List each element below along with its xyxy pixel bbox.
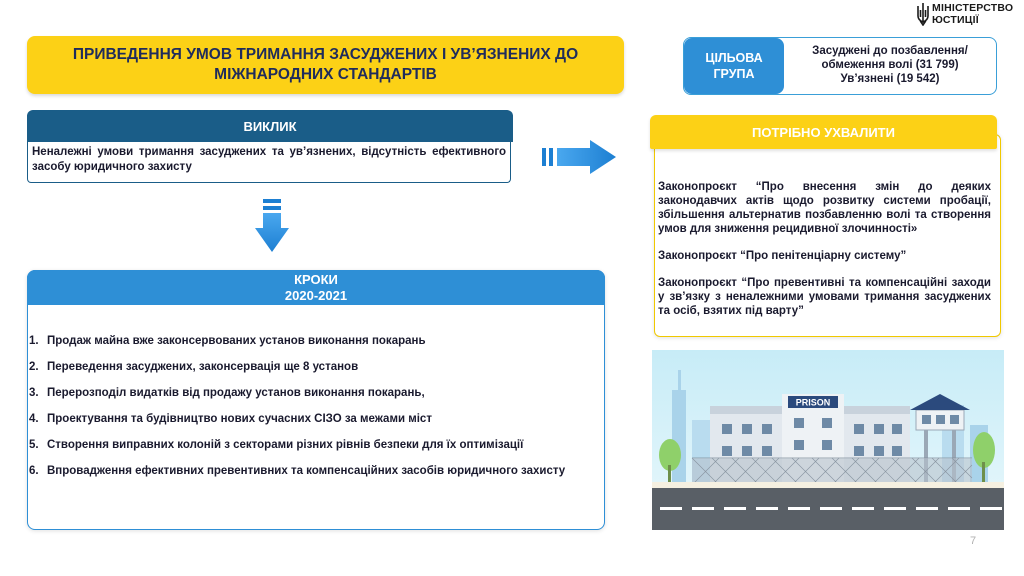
page-number: 7	[970, 535, 977, 547]
arrow-down-icon	[254, 198, 290, 254]
challenge-header: ВИКЛИК	[27, 110, 513, 142]
approval-header: ПОТРІБНО УХВАЛИТИ	[650, 115, 997, 149]
step-text: Переведення засуджених, законсервація ще 8 установ	[47, 361, 359, 373]
list-item	[29, 438, 601, 453]
steps-list	[29, 334, 601, 490]
approval-item: Законопроєкт “Про внесення змін до деяких законодавчих актів щодо розвитку системи пробації, збільшення альтернатив позбавленню волі та створення умов для зниження рецидивної злочинності»	[658, 181, 991, 235]
ministry-name	[932, 2, 1013, 26]
step-text: Впровадження ефективних превентивних та компенсаційних засобів юридичного захисту	[47, 465, 566, 477]
arrow-right-icon	[540, 139, 618, 175]
approval-item: Законопроєкт “Про пенітенціарну систему”	[658, 250, 907, 262]
list-item	[29, 360, 601, 375]
prison-illustration	[652, 350, 1004, 530]
list-item	[29, 386, 601, 401]
step-number: 4.	[29, 413, 39, 425]
step-text: Проектування та будівництво нових сучасних СІЗО за межами міст	[47, 413, 432, 425]
steps-header	[27, 270, 605, 305]
ministry-name-line2: ЮСТИЦІЇ	[932, 14, 979, 26]
step-text: Створення виправних колоній з секторами різних рівнів безпеки для їх оптимізації	[47, 439, 524, 451]
step-number: 1.	[29, 335, 39, 347]
steps-period: 2020-2021	[284, 287, 348, 303]
approval-item: Законопроєкт “Про превентивні та компенсаційні заходи у зв’язку з неналежними умовами тримання засуджених та осіб, взятих під варту”	[658, 277, 991, 317]
step-text: Перерозподіл видатків від продажу установ виконання покарань,	[47, 387, 425, 399]
approval-list	[658, 180, 991, 331]
target-group-label: ЦІЛЬОВА ГРУПА	[684, 38, 784, 94]
list-item	[29, 334, 601, 349]
step-number: 3.	[29, 387, 39, 399]
step-number: 2.	[29, 361, 39, 373]
list-item	[29, 464, 601, 479]
step-text: Продаж майна вже законсервованих установ виконання покарань	[47, 335, 426, 347]
prison-sign: PRISON	[795, 397, 831, 408]
ministry-logo	[916, 2, 1024, 28]
step-number: 6.	[29, 465, 39, 477]
target-group-convicted: Засуджені до позбавлення/ обмеження волі (31 799)	[812, 45, 968, 71]
challenge-text: Неналежні умови тримання засуджених та ув’язнених, відсутність ефективного засобу юридичного захисту	[27, 142, 511, 183]
steps-title: КРОКИ	[294, 271, 338, 287]
target-group-text	[790, 44, 990, 86]
step-number: 5.	[29, 439, 39, 451]
list-item	[29, 412, 601, 427]
ministry-name-line1: МІНІСТЕРСТВО	[932, 2, 1014, 14]
target-group-detained: Ув’язнені (19 542)	[840, 73, 940, 85]
page-title: ПРИВЕДЕННЯ УМОВ ТРИМАННЯ ЗАСУДЖЕНИХ І УВ’ЯЗНЕНИХ ДО МІЖНАРОДНИХ СТАНДАРТІВ	[27, 36, 624, 94]
trident-icon	[916, 2, 930, 26]
